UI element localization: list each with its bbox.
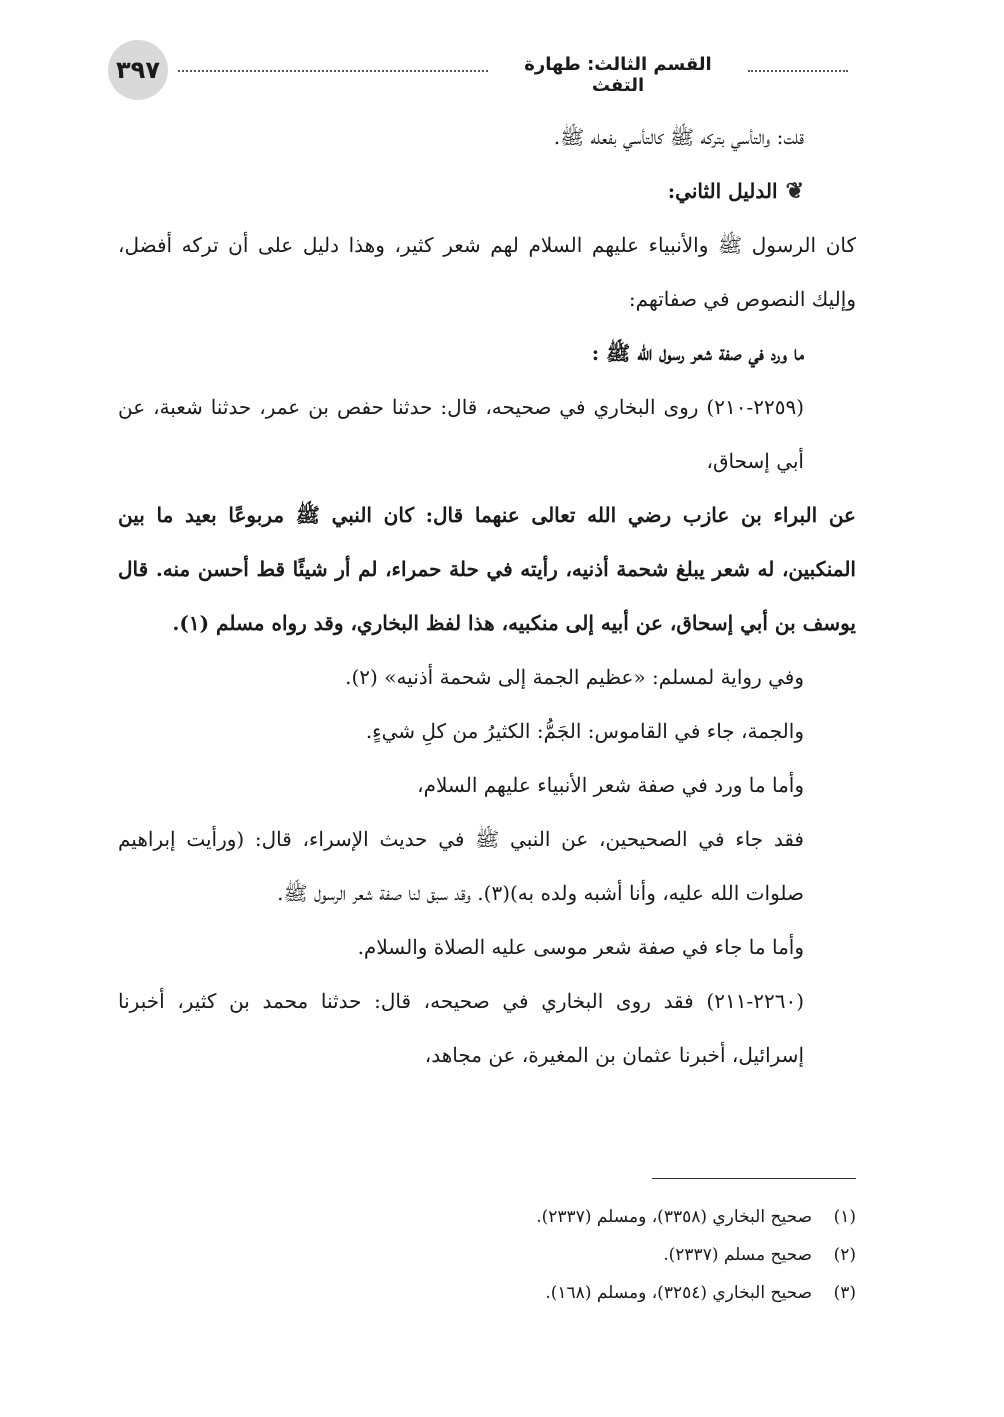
header-dotted-rule-left <box>178 70 488 72</box>
paragraph-hadith-211: (٢٢٦٠-٢١١) فقد روى البخاري في صحيحه، قال: حدثنا محمد بن كثير، أخبرنا إسرائيل، أخبرنا عثمان بن المغيرة، عن مجاهد، <box>118 989 804 1067</box>
footnote-number: (٣) <box>833 1283 856 1303</box>
footnote-2 <box>118 1236 856 1274</box>
paragraph-hadith-text: عن البراء بن عازب رضي الله تعالى عنهما قال: كان النبي ﷺ مربوعًا بعيد ما بين المنكبين، له شعر يبلغ شحمة أذنيه، رأيته في حلة حمراء، لم أر شيئًا قط أحسن منه. قال يوسف بن أبي إسحاق، عن أبيه إلى منكبيه، هذا لفظ البخاري، وقد رواه مسلم (١). <box>118 503 856 635</box>
paragraph-muslim-narration: وفي رواية لمسلم: «عظيم الجمة إلى شحمة أذنيه» (٢). <box>345 665 804 689</box>
paragraph-isra: فقد جاء في الصحيحين، عن النبي ﷺ في حديث الإسراء، قال: (ورأيت إبراهيم صلوات الله عليه، وأنا أشبه ولده به)(٣). وقد سبق لنا صفة شعر الرسول ﷺ. <box>118 827 804 905</box>
header-dotted-rule-right <box>748 70 848 72</box>
footnote-number: (١) <box>833 1207 856 1227</box>
footnote-text: صحيح البخاري (٣٣٥٨)، ومسلم (٢٣٣٧). <box>536 1207 812 1227</box>
page-number-badge <box>108 40 168 100</box>
paragraph-musa: وأما ما جاء في صفة شعر موسى عليه الصلاة والسلام. <box>357 935 804 959</box>
paragraph-3: كان الرسول ﷺ والأنبياء عليهم السلام لهم شعر كثير، وهذا دليل على أن تركه أفضل، وإليك النصوص في صفاتهم: <box>118 233 856 311</box>
leaf-ornament-icon: ❦ <box>785 178 804 204</box>
footnote-text: صحيح مسلم (٢٣٣٧). <box>663 1245 812 1265</box>
subheading-prophet-hair: ما ورد في صفة شعر رسول الله ﷺ : <box>591 341 804 365</box>
section-heading-text: الدليل الثاني: <box>667 179 778 203</box>
footnote-separator <box>652 1178 856 1179</box>
paragraph-1: قلت: والتأسي بتركه ﷺ كالتأسي بفعله ﷺ. <box>553 125 804 149</box>
footnotes <box>118 1198 856 1312</box>
footnote-text: صحيح البخاري (٣٢٥٤)، ومسلم (١٦٨). <box>545 1283 812 1303</box>
page-number: ٣٩٧ <box>116 56 160 84</box>
running-title: القسم الثالث: طهارة التفث <box>524 54 712 96</box>
page-header <box>108 40 858 110</box>
main-text <box>118 110 856 1082</box>
footnote-3 <box>118 1274 856 1312</box>
paragraph-prophets-hair: وأما ما ورد في صفة شعر الأنبياء عليهم السلام، <box>417 773 804 797</box>
paragraph-qamus: والجمة، جاء في القاموس: الجَمُّ: الكثيرُ من كلِ شيءٍ. <box>365 719 804 743</box>
section-heading <box>118 164 856 218</box>
footnote-1 <box>118 1198 856 1236</box>
footnote-number: (٢) <box>833 1245 856 1265</box>
paragraph-hadith-210: (٢٢٥٩-٢١٠) روى البخاري في صحيحه، قال: حدثنا حفص بن عمر، حدثنا شعبة، عن أبي إسحاق، <box>118 395 804 473</box>
